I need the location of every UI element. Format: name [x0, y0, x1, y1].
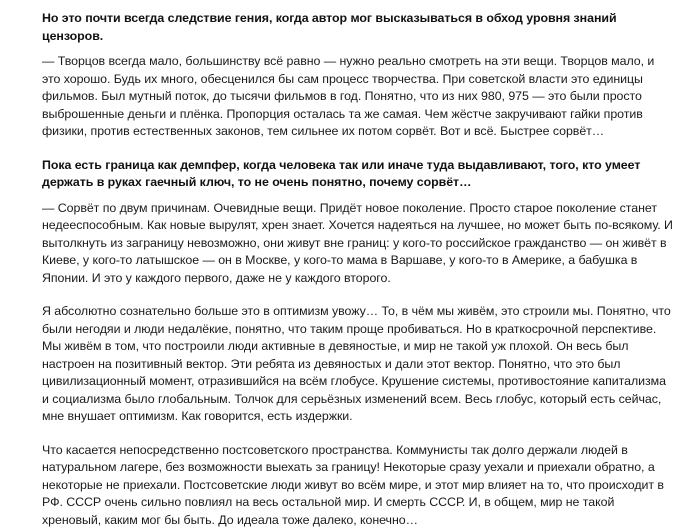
interview-answer: — Творцов всегда мало, большинству всё равно — нужно реально смотреть на эти вещи. Творцов мало, и это хорошо. Будь их много, обесценился бы сам процесс творчества. При советской власти это единицы фильмов. Был мутный поток, до тысячи фильмов в год. Понятно, что из них 980, 975 — это были просто выброшенные деньги и плёнка. Пропорция осталась та же самая. Чем жёстче закручивают гайки против физики, против естественных законов, тем сильнее их потом сорвёт. Вот и всё. Быстрее сорвёт… [42, 53, 674, 141]
interview-question: Но это почти всегда следствие гения, когда автор мог высказываться в обход уровня знаний цензоров. [42, 10, 674, 45]
interview-answer: Я абсолютно сознательно больше это в оптимизм увожу… То, в чём мы живём, это строили мы. Понятно, что были негодяи и люди недалёкие, понятно, что таким проще пробиваться. Но в краткосрочной перспективе. Мы живём в том, что построили люди активные в девяностые, и мир не такой уж плохой. Он весь был настроен на позитивный вектор. Эти ребята из девяностых и дали этот вектор. Понятно, что это был цивилизационный момент, отразившийся на всём глобусе. Крушение системы, противостояние капитализма и социализма было глобальным. Толчок для серьёзных изменений всем. Весь глобус, который есть сейчас, мне внушает оптимизм. Как говорится, есть издержки. [42, 303, 674, 426]
interview-answer: Что касается непосредственно постсоветского пространства. Коммунисты так долго держали людей в натуральном лагере, без возможности выехать за границу! Некоторые сразу уехали и приехали обратно, а некоторые не приехали. Постсоветские люди живут во всём мире, и этот мир влияет на то, что происходит в РФ. СССР очень сильно повлиял на весь остальной мир. И смерть СССР. И, в общем, мир не такой хреновый, каким мог бы быть. До идеала тоже далеко, конечно… [42, 442, 674, 529]
interview-answer: — Сорвёт по двум причинам. Очевидные вещи. Придёт новое поколение. Просто старое поколение станет недееспособным. Как новые вырулят, хрен знает. Хочется надеяться на лучшее, но может быть по-всякому. И вытолкнуть из заграницу невозможно, они живут вне границ: у кого-то российское гражданство — он живёт в Киеве, у кого-то латышское — он в Москве, у кого-то мама в Варшаве, у кого-то в Америке, а бабушка в Японии. И это у каждого первого, даже не у каждого второго. [42, 200, 674, 288]
interview-question: Пока есть граница как демпфер, когда человека так или иначе туда выдавливают, того, кто умеет держать в руках гаечный ключ, то не очень понятно, почему сорвёт… [42, 157, 674, 192]
article-body [42, 10, 674, 529]
